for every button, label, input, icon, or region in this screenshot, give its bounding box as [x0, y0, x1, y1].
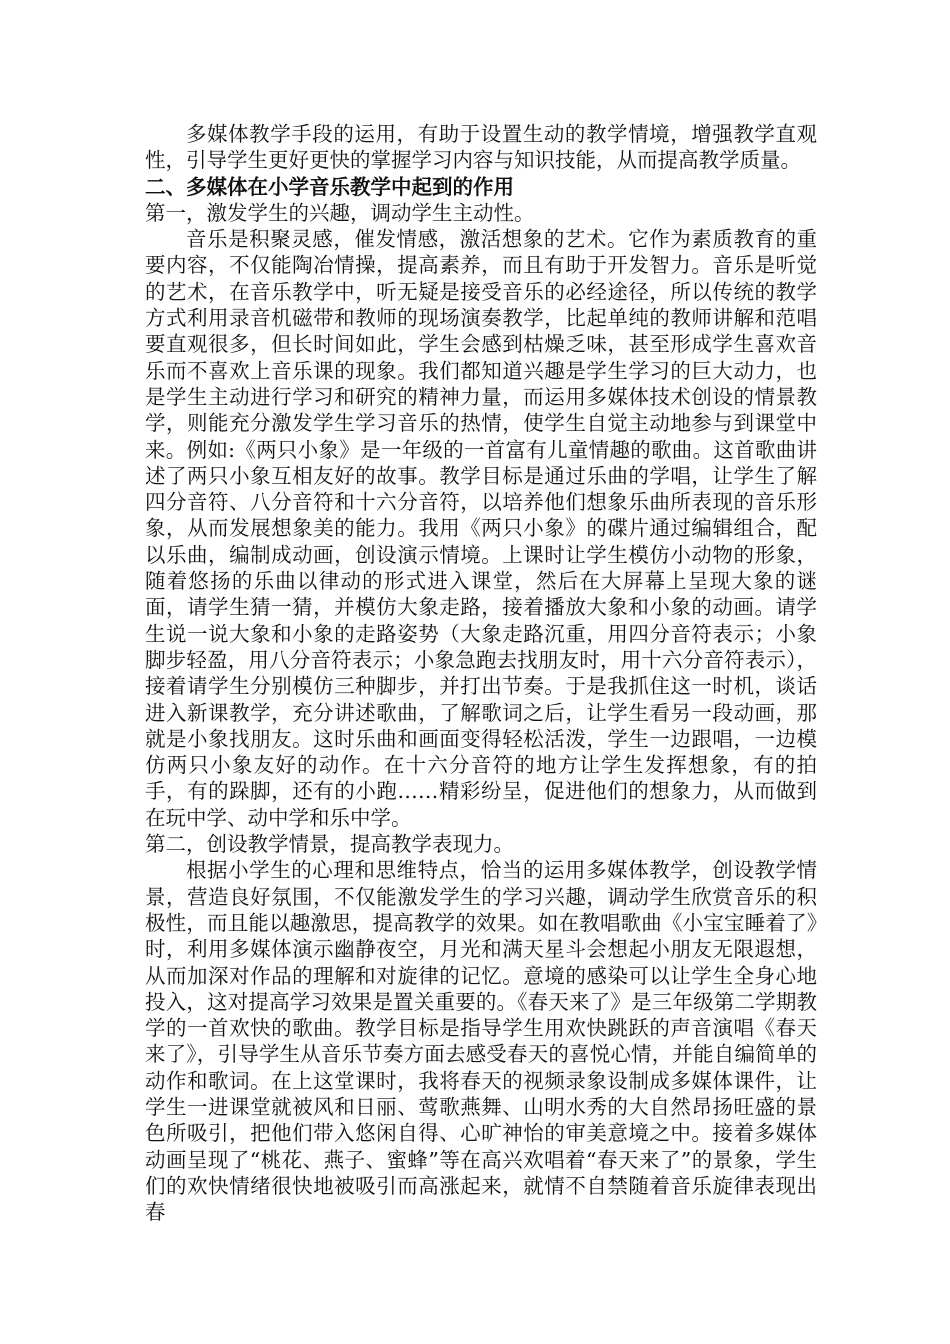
point-two-paragraph: 根据小学生的心理和思维特点，恰当的运用多媒体教学，创设教学情景，营造良好氛围，不仅能激发学生的学习兴趣，调动学生欣赏音乐的积极性，而且能以趣激思，提高教学的效果。如在教唱歌曲《小宝宝睡着了》时，利用多媒体演示幽静夜空，月光和满天星斗会想起小朋友无限遐想，从而加深对作品的理解和对旋律的记忆。意境的感染可以让学生全身心地投入，这对提高学习效果是置关重要的。《春天来了》是三年级第二学期教学的一首欢快的歌曲。教学目标是指导学生用欢快跳跃的声音演唱《春天来了》，引导学生从音乐节奏方面去感受春天的喜悦心情，并能自编简单的动作和歌词。在上这堂课时，我将春天的视频录象设制成多媒体课件，让学生一进课堂就被风和日丽、莺歌燕舞、山明水秀的大自然昂扬旺盛的景色所吸引，把他们带入悠闲自得、心旷神怡的审美意境之中。接着多媒体动画呈现了“桃花、燕子、蜜蜂”等在高兴欢唱着“春天来了”的景象，学生们的欢快情绪很快地被吸引而高涨起来，就情不自禁随着音乐旋律表现出春	[145, 858, 817, 1225]
point-one-paragraph: 音乐是积聚灵感，催发情感，激活想象的艺术。它作为素质教育的重要内容，不仅能陶冶情操，提高素养，而且有助于开发智力。音乐是听觉的艺术，在音乐教学中，听无疑是接受音乐的必经途径，所以传统的教学方式利用录音机磁带和教师的现场演奏教学，比起单纯的教师讲解和范唱要直观很多，但长时间如此，学生会感到枯燥乏味，甚至形成学生喜欢音乐而不喜欢上音乐课的现象。我们都知道兴趣是学生学习的巨大动力，也是学生主动进行学习和研究的精神力量，而运用多媒体技术创设的情景教学，则能充分激发学生学习音乐的热情，使学生自觉主动地参与到课堂中来。例如:《两只小象》是一年级的一首富有儿童情趣的歌曲。这首歌曲讲述了两只小象互相友好的故事。教学目标是通过乐曲的学唱，让学生了解四分音符、八分音符和十六分音符，以培养他们想象乐曲所表现的音乐形象，从而发展想象美的能力。我用《两只小象》的碟片通过编辑组合，配以乐曲，编制成动画，创设演示情境。上课时让学生模仿小动物的形象，随着悠扬的乐曲以律动的形式进入课堂，然后在大屏幕上呈现大象的谜面，请学生猜一猜，并模仿大象走路，接着播放大象和小象的动画。请学生说一说大象和小象的走路姿势（大象走路沉重，用四分音符表示；小象脚步轻盈，用八分音符表示；小象急跑去找朋友时，用十六分音符表示），接着请学生分别模仿三种脚步，并打出节奏。于是我抓住这一时机，谈话进入新课教学，充分讲述歌曲，了解歌词之后，让学生看另一段动画，那就是小象找朋友。这时乐曲和画面变得轻松活泼，学生一边跟唱，一边模仿两只小象友好的动作。在十六分音符的地方让学生发挥想象，有的拍手，有的跺脚，还有的小跑……精彩纷呈，促进他们的想象力，从而做到在玩中学、动中学和乐中学。	[145, 227, 817, 830]
intro-paragraph: 多媒体教学手段的运用，有助于设置生动的教学情境，增强教学直观性，引导学生更好更快的掌握学习内容与知识技能，从而提高教学质量。	[145, 122, 817, 173]
point-two-heading: 第二，创设教学情景，提高教学表现力。	[145, 832, 514, 857]
point-one-heading: 第一，激发学生的兴趣，调动学生主动性。	[145, 200, 535, 225]
document-page	[145, 121, 817, 1225]
section-heading: 二、多媒体在小学音乐教学中起到的作用	[145, 174, 514, 199]
